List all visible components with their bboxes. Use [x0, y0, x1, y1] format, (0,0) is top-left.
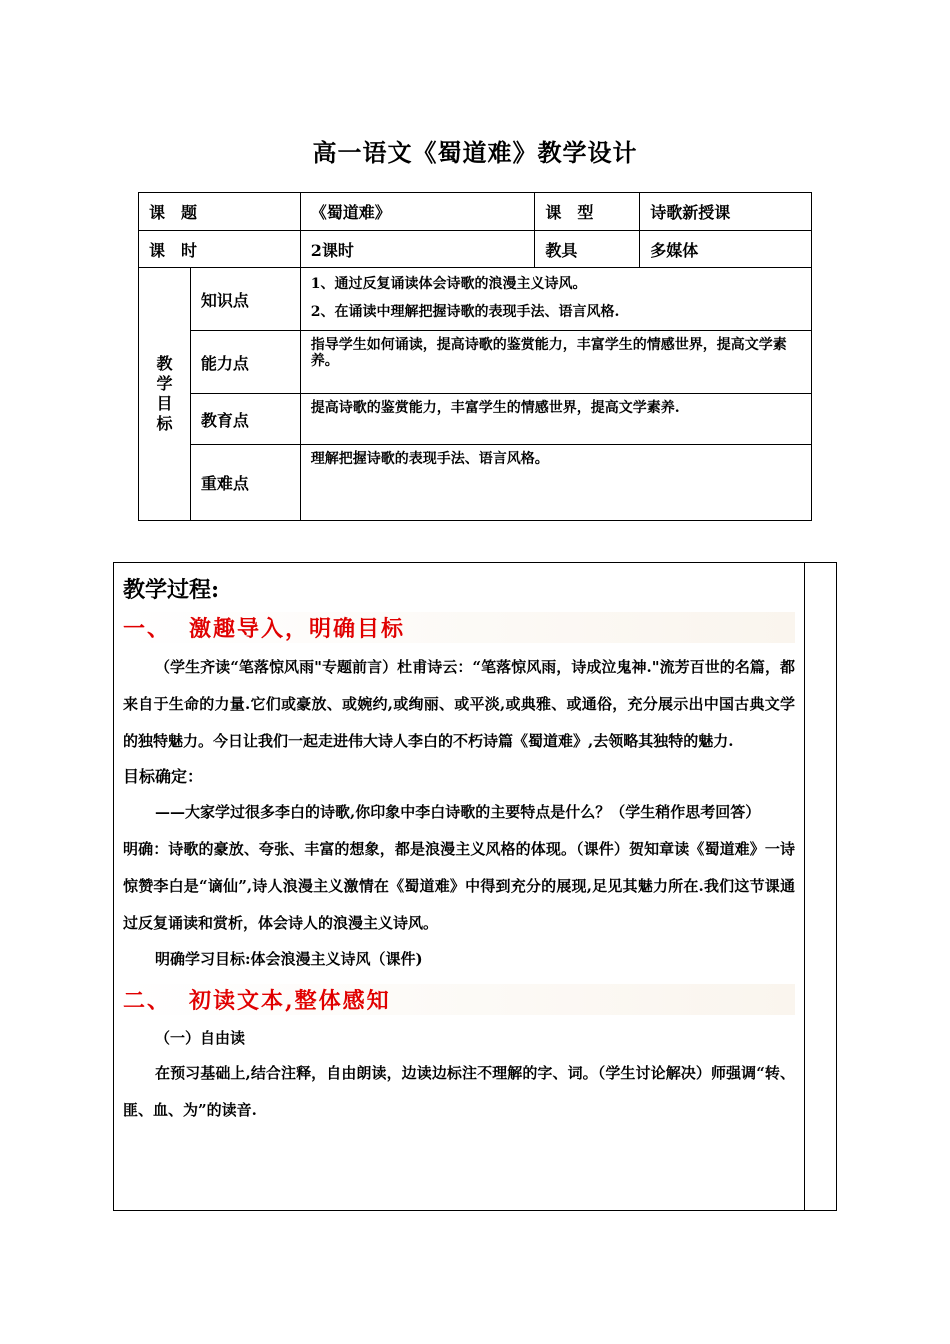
goal-knowledge-label: 知识点 — [190, 268, 300, 331]
process-heading: 教学过程: — [123, 577, 220, 603]
goal-knowledge-text — [300, 268, 811, 331]
process-content — [123, 571, 795, 1129]
process-side-column — [804, 563, 805, 1210]
section-2-title: 初读文本,整体感知 — [189, 988, 391, 1014]
lesson-label: 课 题 — [139, 193, 301, 231]
sub-heading-free-reading: （一）自由读 — [155, 1029, 246, 1047]
goal-key-text: 理解把握诗歌的表现手法、语言风格。 — [300, 445, 811, 521]
goal-ability-text: 指导学生如何诵读，提高诗歌的鉴赏能力，丰富学生的情感世界，提高文学素养。 — [300, 331, 811, 394]
info-table — [138, 192, 812, 521]
goal-education-label: 教育点 — [190, 394, 300, 445]
goal-knowledge-line-2: 2、在诵读中理解把握诗歌的表现手法、语言风格. — [310, 304, 620, 320]
clarify-paragraph: 明确：诗歌的豪放、夸张、丰富的想象，都是浪漫主义风格的体现。（课件）贺知章读《蜀道难》一诗惊赞李白是“谪仙”,诗人浪漫主义激情在《蜀道难》中得到充分的展现,足见其魅力所在.我们这节课通过反复诵读和赏析，体会诗人的浪漫主义诗风。 — [123, 840, 795, 932]
section-1-title: 激趣导入，明确目标 — [189, 616, 406, 642]
goal-heading: 目标确定： — [123, 767, 204, 786]
clarify-goal: 明确学习目标:体会浪漫主义诗风（课件) — [155, 950, 423, 968]
goal-ability-label: 能力点 — [190, 331, 300, 394]
process-box — [113, 562, 837, 1211]
tools-value: 多媒体 — [640, 231, 812, 268]
question-paragraph: ——大家学过很多李白的诗歌,你印象中李白诗歌的主要特点是什么？（学生稍作思考回答） — [155, 803, 761, 821]
section-1-number: 一、 — [123, 616, 172, 642]
section-2-number: 二、 — [123, 988, 172, 1014]
type-value: 诗歌新授课 — [640, 193, 812, 231]
goal-key-label: 重难点 — [190, 445, 300, 521]
goal-knowledge-line-1: 1、通过反复诵读体会诗歌的浪漫主义诗风。 — [310, 276, 587, 292]
intro-paragraph: （学生齐读“笔落惊风雨"专题前言）杜甫诗云：“笔落惊风雨，诗成泣鬼神."流芳百世的名篇，都来自于生命的力量.它们或豪放、或婉约,或绚丽、或平淡,或典雅、或通俗，充分展示出中国古典文学的独特魅力。今日让我们一起走进伟大诗人李白的不朽诗篇《蜀道难》,去领略其独特的魅力. — [123, 658, 795, 750]
hours-value: 2课时 — [300, 231, 535, 268]
tools-label: 教具 — [535, 231, 640, 268]
page-title: 高一语文《蜀道难》教学设计 — [312, 138, 638, 167]
hours-label: 课 时 — [139, 231, 301, 268]
type-label: 课 型 — [535, 193, 640, 231]
lesson-value: 《蜀道难》 — [300, 193, 535, 231]
free-reading-paragraph: 在预习基础上,结合注释，自由朗读，边读边标注不理解的字、词。（学生讨论解决）师强调“转、匪、血、为”的读音. — [123, 1064, 795, 1119]
section-2-heading — [123, 984, 795, 1015]
goals-label: 教 学 目 标 — [139, 268, 191, 521]
section-1-heading — [123, 612, 795, 643]
goal-education-text: 提高诗歌的鉴赏能力，丰富学生的情感世界，提高文学素养. — [300, 394, 811, 445]
